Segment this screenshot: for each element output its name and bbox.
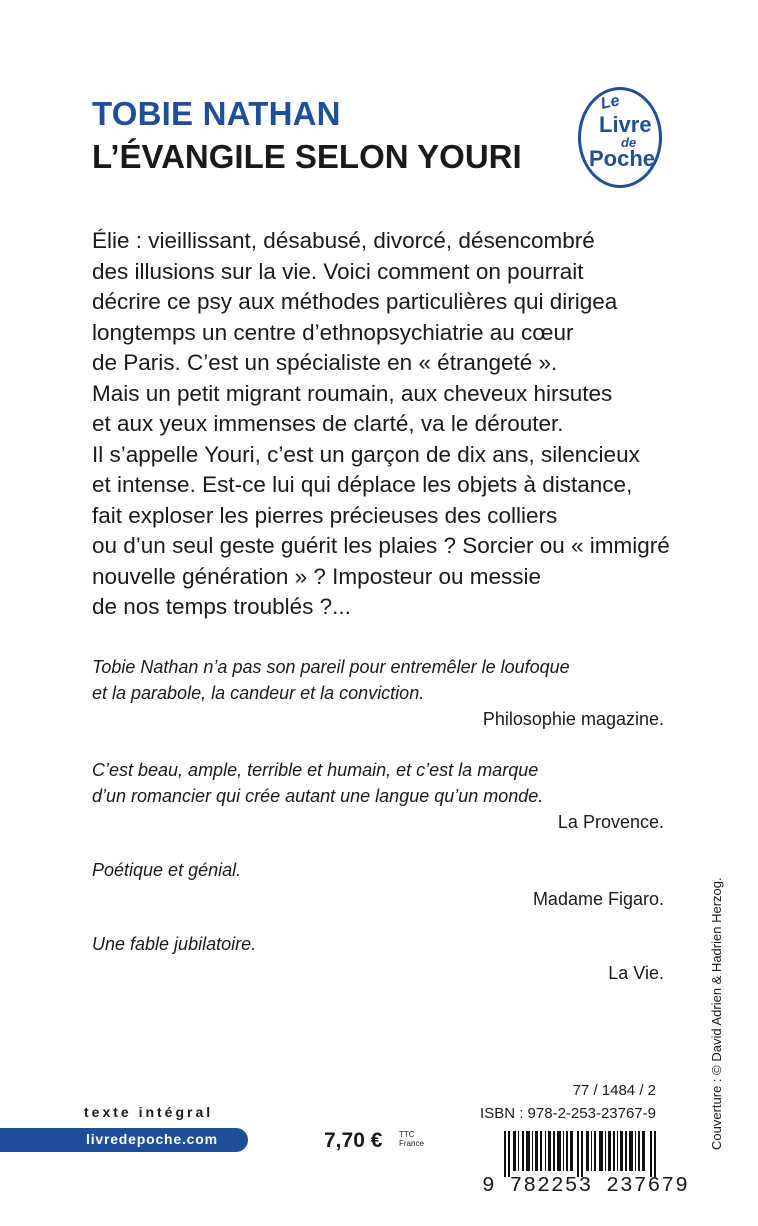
blurb-text xyxy=(92,226,712,623)
logo-poche: Poche xyxy=(589,146,656,171)
quote-line: Tobie Nathan n’a pas son pareil pour entremêler le loufoque xyxy=(92,657,570,677)
press-quote xyxy=(92,654,664,732)
reference-code: 77 / 1484 / 2 xyxy=(572,1082,656,1099)
blurb-line: de Paris. C’est un spécialiste en « étrangeté ». xyxy=(92,350,558,375)
quote-line: C’est beau, ample, terrible et humain, et c’est la marque xyxy=(92,760,539,780)
blurb-line: Mais un petit migrant roumain, aux cheveux hirsutes xyxy=(92,380,613,406)
quote-source: Philosophie magazine. xyxy=(482,709,664,729)
blurb-line: et intense. Est-ce lui qui déplace les objets à distance, xyxy=(92,472,633,497)
price-tax-ttc: TTC xyxy=(399,1130,415,1139)
press-quote xyxy=(92,857,664,912)
blurb-line: des illusions sur la vie. Voici comment on pourrait xyxy=(92,258,584,284)
website-link[interactable]: livredepoche.com xyxy=(86,1131,218,1147)
blurb-line: fait exploser les pierres précieuses des colliers xyxy=(92,502,558,528)
blurb-line: Élie : vieillissant, désabusé, divorcé, désencombré xyxy=(92,228,595,253)
quote-source: La Vie. xyxy=(608,963,664,983)
blurb-line: nouvelle génération » ? Imposteur ou messie xyxy=(92,563,542,589)
logo-livre: Livre xyxy=(599,112,652,137)
barcode-digits: 9 782253 237679 xyxy=(482,1175,690,1198)
le-livre-de-poche-logo-icon xyxy=(578,87,662,188)
blurb-line: longtemps un centre d’ethnopsychiatrie au cœur xyxy=(92,319,574,345)
press-quote xyxy=(92,931,664,986)
barcode-icon xyxy=(504,1131,658,1177)
quote-line: et la parabole, la candeur et la conviction. xyxy=(92,683,425,703)
blurb-line: Il s’appelle Youri, c’est un garçon de dix ans, silencieux xyxy=(92,441,640,467)
quote-line: d’un romancier qui crée autant une langue qu’un monde. xyxy=(92,786,544,806)
blurb-line: de nos temps troublés ?... xyxy=(92,594,351,619)
edition-label: texte intégral xyxy=(84,1104,214,1120)
quote-line: Poétique et génial. xyxy=(92,860,242,880)
quote-source: Madame Figaro. xyxy=(532,889,664,909)
price-tax-note xyxy=(399,1130,424,1148)
isbn: ISBN : 978-2-253-23767-9 xyxy=(480,1105,656,1122)
author-name: TOBIE NATHAN xyxy=(92,95,341,132)
logo-de: de xyxy=(621,135,637,150)
quote-line: Une fable jubilatoire. xyxy=(92,934,257,954)
blurb-line: décrire ce psy aux méthodes particulières qui dirigea xyxy=(92,289,618,314)
blurb-line: ou d’un seul geste guérit les plaies ? Sorcier ou « immigré xyxy=(92,533,670,558)
blurb-line: et aux yeux immenses de clarté, va le dérouter. xyxy=(92,411,564,436)
cover-credit: Couverture : © David Adrien & Hadrien Herzog. xyxy=(709,877,724,1150)
logo-le: Le xyxy=(599,92,622,113)
website-banner xyxy=(0,1128,248,1152)
press-quote xyxy=(92,757,664,835)
price-tax-country: France xyxy=(399,1139,424,1148)
quote-source: La Provence. xyxy=(557,812,664,832)
price: 7,70 € xyxy=(324,1129,383,1152)
book-title: L’ÉVANGILE SELON YOURI xyxy=(92,138,522,175)
